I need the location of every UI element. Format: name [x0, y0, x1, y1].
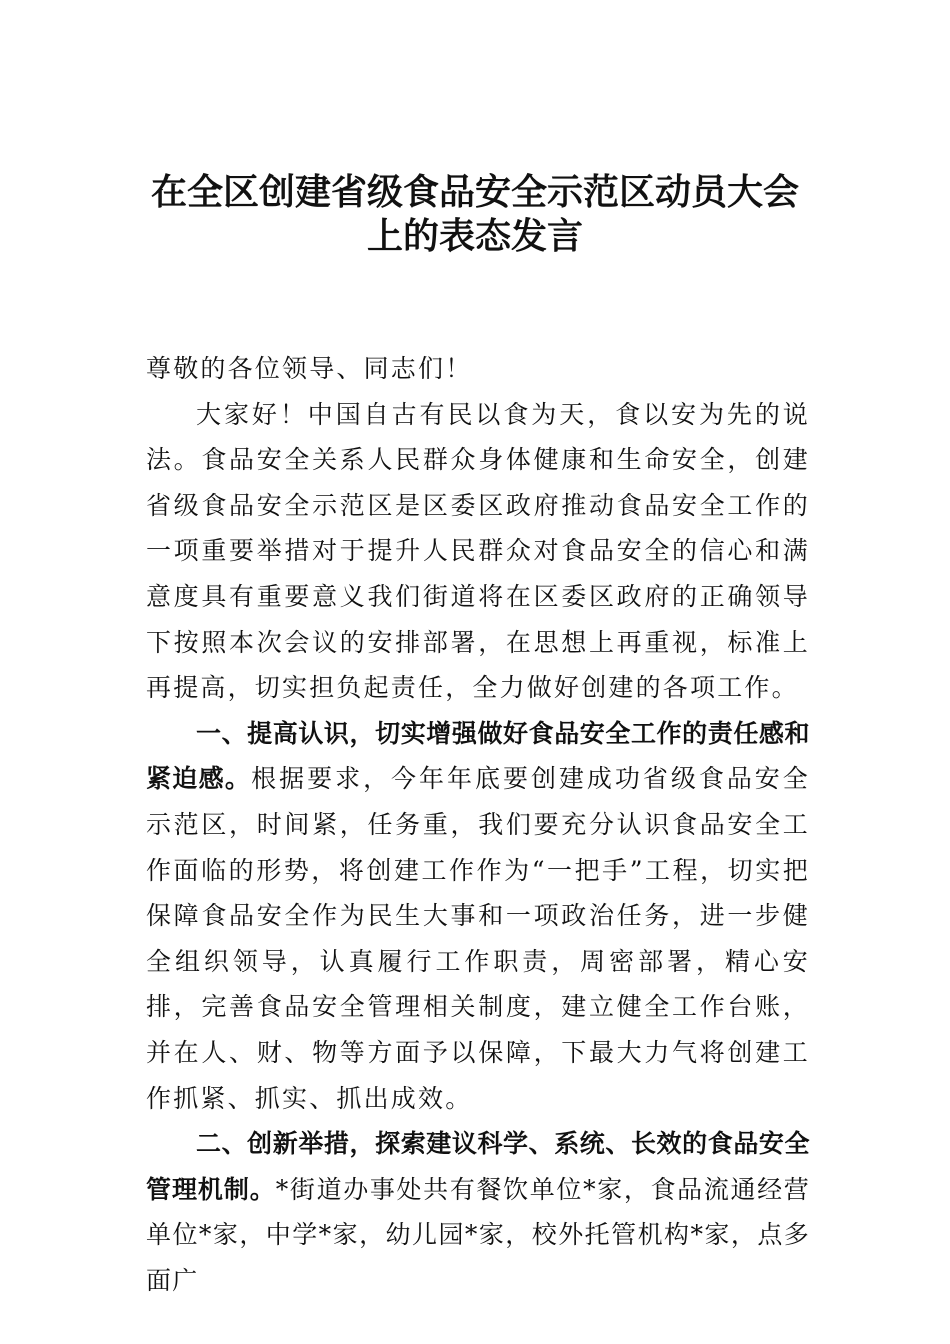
section-2-heading: 二、创新举措，探索建议科学、系统、长效的食品安全管理机制。	[146, 1129, 810, 1204]
section-2-paragraph	[146, 1121, 810, 1303]
section-1-heading: 一、提高认识，切实增强做好食品安全工作的责任感和紧迫感。	[146, 718, 810, 794]
intro-paragraph: 大家好！中国自古有民以食为天，食以安为先的说法。食品安全关系人民群众身体健康和生命安全，创建省级食品安全示范区是区委区政府推动食品安全工作的一项重要举措对于提升人民群众对食品安全的信心和满意度具有重要意义我们街道将在区委区政府的正确领导下按照本次会议的安排部署，在思想上再重视，标准上再提高，切实担负起责任，全力做好创建的各项工作。	[146, 399, 810, 703]
salutation: 尊敬的各位领导、同志们！	[146, 354, 473, 383]
document-body	[146, 346, 810, 1303]
document-title-line-1: 在全区创建省级食品安全示范区动员大会	[150, 171, 799, 213]
section-1-paragraph	[146, 711, 810, 1121]
document-title-line-2: 上的表态发言	[366, 215, 583, 257]
section-1-text: 根据要求，今年年底要创建成功省级食品安全示范区，时间紧，任务重，我们要充分认识食品安全工作面临的形势，将创建工作作为“一把手”工程，切实把保障食品安全作为民生大事和一项政治任务，进一步健全组织领导，认真履行工作职责，周密部署，精心安排，完善食品安全管理相关制度，建立健全工作台账，并在人、财、物等方面予以保障，下最大力气将创建工作抓紧、抓实、抓出成效。	[146, 764, 810, 1113]
section-2-text: *街道办事处共有餐饮单位*家，食品流通经营单位*家，中学*家，幼儿园*家，校外托管机构*家，点多面广	[146, 1174, 810, 1295]
